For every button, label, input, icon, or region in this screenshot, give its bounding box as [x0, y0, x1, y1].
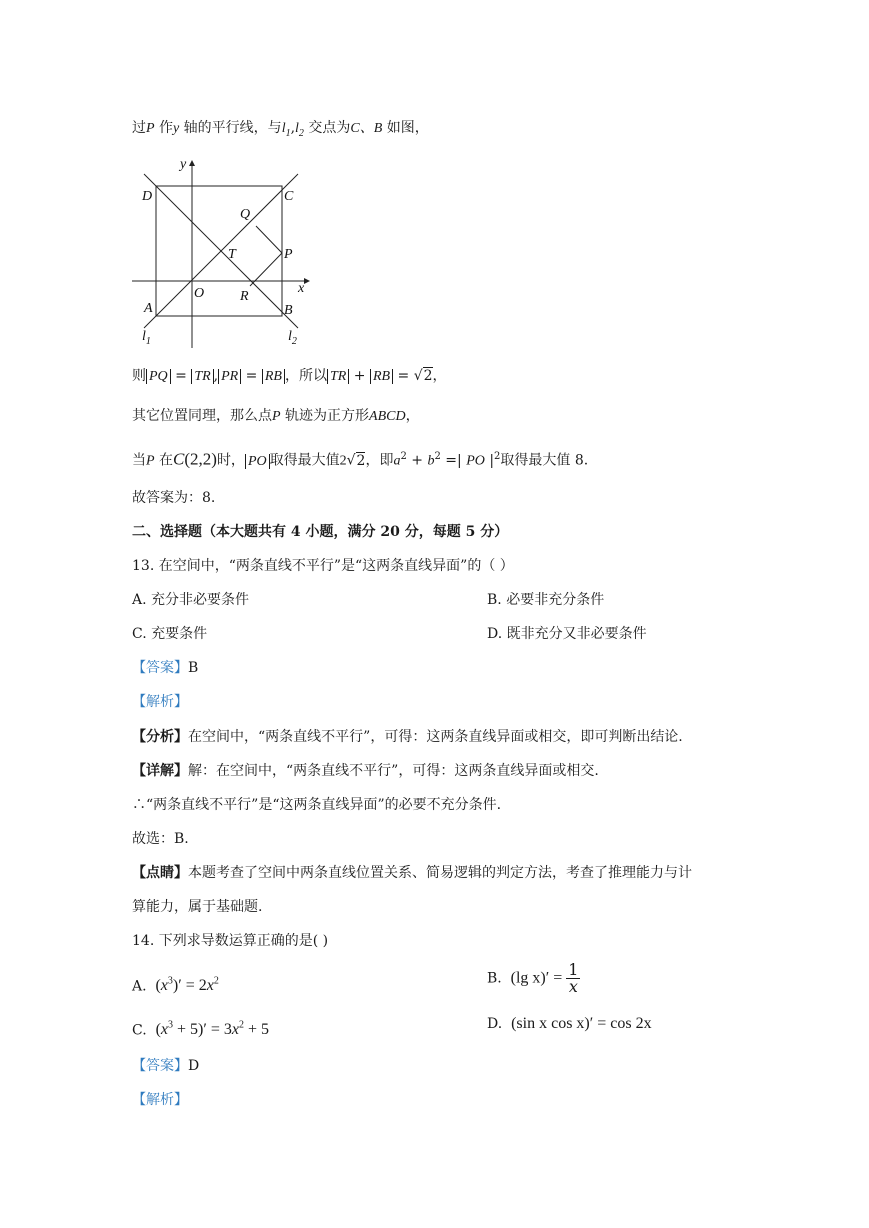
var-l2: $l_2$	[295, 121, 304, 139]
equals: =	[241, 368, 262, 384]
q13-xiangjie	[132, 761, 599, 781]
option-label: A.	[132, 978, 147, 995]
comma: ，	[405, 408, 420, 424]
geometry-figure	[126, 152, 316, 352]
var-y: y	[173, 121, 180, 136]
label-l2: $l_2$	[288, 329, 297, 347]
label-t: T	[228, 247, 236, 262]
option-b-expr: (lg x)′ =	[510, 969, 567, 987]
label-l1: $l_1$	[142, 329, 151, 347]
label-y: y	[180, 157, 187, 172]
q14-option-a	[132, 972, 219, 996]
var-cb: C、B	[350, 121, 383, 136]
var-l1: $l_1$	[281, 121, 291, 139]
abs-tr: TR	[327, 369, 349, 384]
var-po: PO	[466, 453, 485, 469]
intro-text: 交点为	[303, 120, 351, 136]
option-d-expr: (sin x cos x)′ = cos 2x	[511, 1015, 652, 1032]
q14-stem: 14. 下列求导数运算正确的是( )	[132, 933, 329, 949]
sup: 2	[400, 451, 407, 462]
equals: =|	[440, 452, 467, 469]
label-c: C	[284, 189, 294, 204]
q13-therefore: ∴“两条直线不平行”是“这两条直线异面”的必要不充分条件.	[132, 797, 502, 813]
trajectory-line	[132, 406, 420, 427]
label-b: B	[284, 303, 293, 318]
option-c-expr: $(x^3 + 5)' = 3x^2 + 5$	[155, 1020, 270, 1039]
intro-text: 如图，	[382, 120, 429, 136]
comma: ,	[290, 120, 296, 136]
q13-stem: 13. 在空间中，“两条直线不平行”是“这两条直线异面”的（ ）	[132, 558, 514, 574]
abs-pq: PQ	[146, 369, 171, 384]
text: 时，	[216, 452, 245, 469]
option-label: C.	[132, 1022, 147, 1039]
answer-value: B	[188, 660, 199, 676]
intro-text: 过	[132, 120, 146, 136]
answer-value: D	[188, 1058, 200, 1074]
abs-pr: PR	[218, 369, 241, 384]
q13-dianjing	[132, 863, 692, 883]
xiangjie-text: 解：在空间中，“两条直线不平行”，可得：这两条直线异面或相交.	[188, 763, 599, 779]
plus: +	[349, 368, 370, 384]
text: 取得最大值 8.	[500, 452, 589, 469]
q14-option-b	[487, 962, 580, 995]
comma: ,	[213, 368, 219, 384]
q13-option-b: B. 必要非充分条件	[487, 592, 605, 608]
max-value-line	[132, 447, 588, 472]
value: 2	[339, 453, 347, 469]
label-a: A	[144, 301, 153, 316]
q13-fenxi	[132, 727, 683, 747]
fraction: $\frac{1}{x}$	[568, 960, 579, 996]
option-label: B.	[487, 970, 502, 987]
text: 轨迹为正方形	[280, 408, 370, 424]
q13-choose: 故选：B.	[132, 831, 189, 847]
q13-option-a: A. 充分非必要条件	[132, 592, 250, 608]
answer-tag: 【答案】	[132, 660, 188, 676]
q14-analysis-tag: 【解析】	[132, 1092, 188, 1108]
equals: =	[170, 368, 192, 384]
fenxi-text: 在空间中，“两条直线不平行”，可得：这两条直线异面或相交，即可判断出结论.	[188, 729, 683, 745]
label-q: Q	[240, 207, 251, 222]
var-c: C	[173, 449, 185, 469]
q14-option-d	[487, 1014, 652, 1034]
sup: 2	[494, 451, 501, 462]
option-a-expr: $(x^3)' = 2x^2$	[155, 976, 219, 995]
intro-text: 作	[154, 120, 174, 136]
q13-option-d: D. 既非充分又非必要条件	[487, 626, 647, 642]
q13-analysis-tag: 【解析】	[132, 694, 188, 710]
sqrt-radicand: 2	[356, 452, 366, 469]
plus: +	[406, 452, 428, 469]
text: ，即	[365, 452, 394, 469]
text: 其它位置同理，那么点	[132, 408, 272, 424]
final-answer-line: 故答案为：8.	[132, 490, 216, 506]
q13-answer	[132, 658, 198, 678]
text: 在	[154, 452, 174, 469]
sqrt-sign: √	[413, 368, 423, 384]
q14-option-c	[132, 1016, 269, 1040]
var-b: b	[427, 453, 435, 469]
abs-rb: RB	[370, 369, 393, 384]
var-p: P	[272, 409, 281, 424]
label-p: P	[284, 247, 293, 262]
abs-po: PO	[245, 454, 270, 469]
option-label: D.	[487, 1016, 503, 1032]
label-d: D	[142, 189, 153, 204]
answer-tag: 【答案】	[132, 1058, 188, 1074]
var-abcd: ABCD	[369, 409, 406, 424]
text-ze: 则	[132, 368, 146, 384]
abs-rb: RB	[262, 369, 285, 384]
q13-dianjing-cont: 算能力，属于基础题.	[132, 899, 263, 915]
q13-option-c: C. 充要条件	[132, 626, 208, 642]
equality-line	[132, 366, 447, 387]
sqrt-radicand: 2	[423, 368, 433, 384]
intro-line	[132, 118, 429, 144]
intro-text: 轴的平行线，与	[179, 120, 282, 136]
equals: =	[393, 368, 414, 384]
comma: ，	[432, 368, 447, 384]
label-r: R	[240, 289, 249, 304]
q14-answer	[132, 1056, 199, 1076]
text: 取得最大值	[269, 452, 340, 469]
section-title: 二、选择题（本大题共有 4 小题，满分 20 分，每题 5 分）	[132, 524, 509, 540]
sup: 2	[434, 451, 441, 462]
dianjing-text: 本题考查了空间中两条直线位置关系、简易逻辑的判定方法，考查了推理能力与计	[188, 865, 692, 881]
var-p: P	[146, 121, 155, 136]
text-suoyi: ，所以	[284, 368, 327, 384]
xiangjie-tag: 【详解】	[132, 763, 188, 779]
label-o: O	[194, 286, 205, 301]
var-p: P	[146, 453, 155, 469]
text: 当	[132, 452, 146, 469]
coords: (2,2)	[184, 449, 217, 469]
var-a: a	[393, 453, 401, 469]
fenxi-tag: 【分析】	[132, 729, 188, 745]
sqrt-sign: √	[346, 452, 356, 469]
label-x: x	[298, 281, 305, 296]
abs-tr: TR	[191, 369, 213, 384]
dianjing-tag: 【点睛】	[132, 865, 188, 881]
bar: |	[484, 452, 495, 469]
